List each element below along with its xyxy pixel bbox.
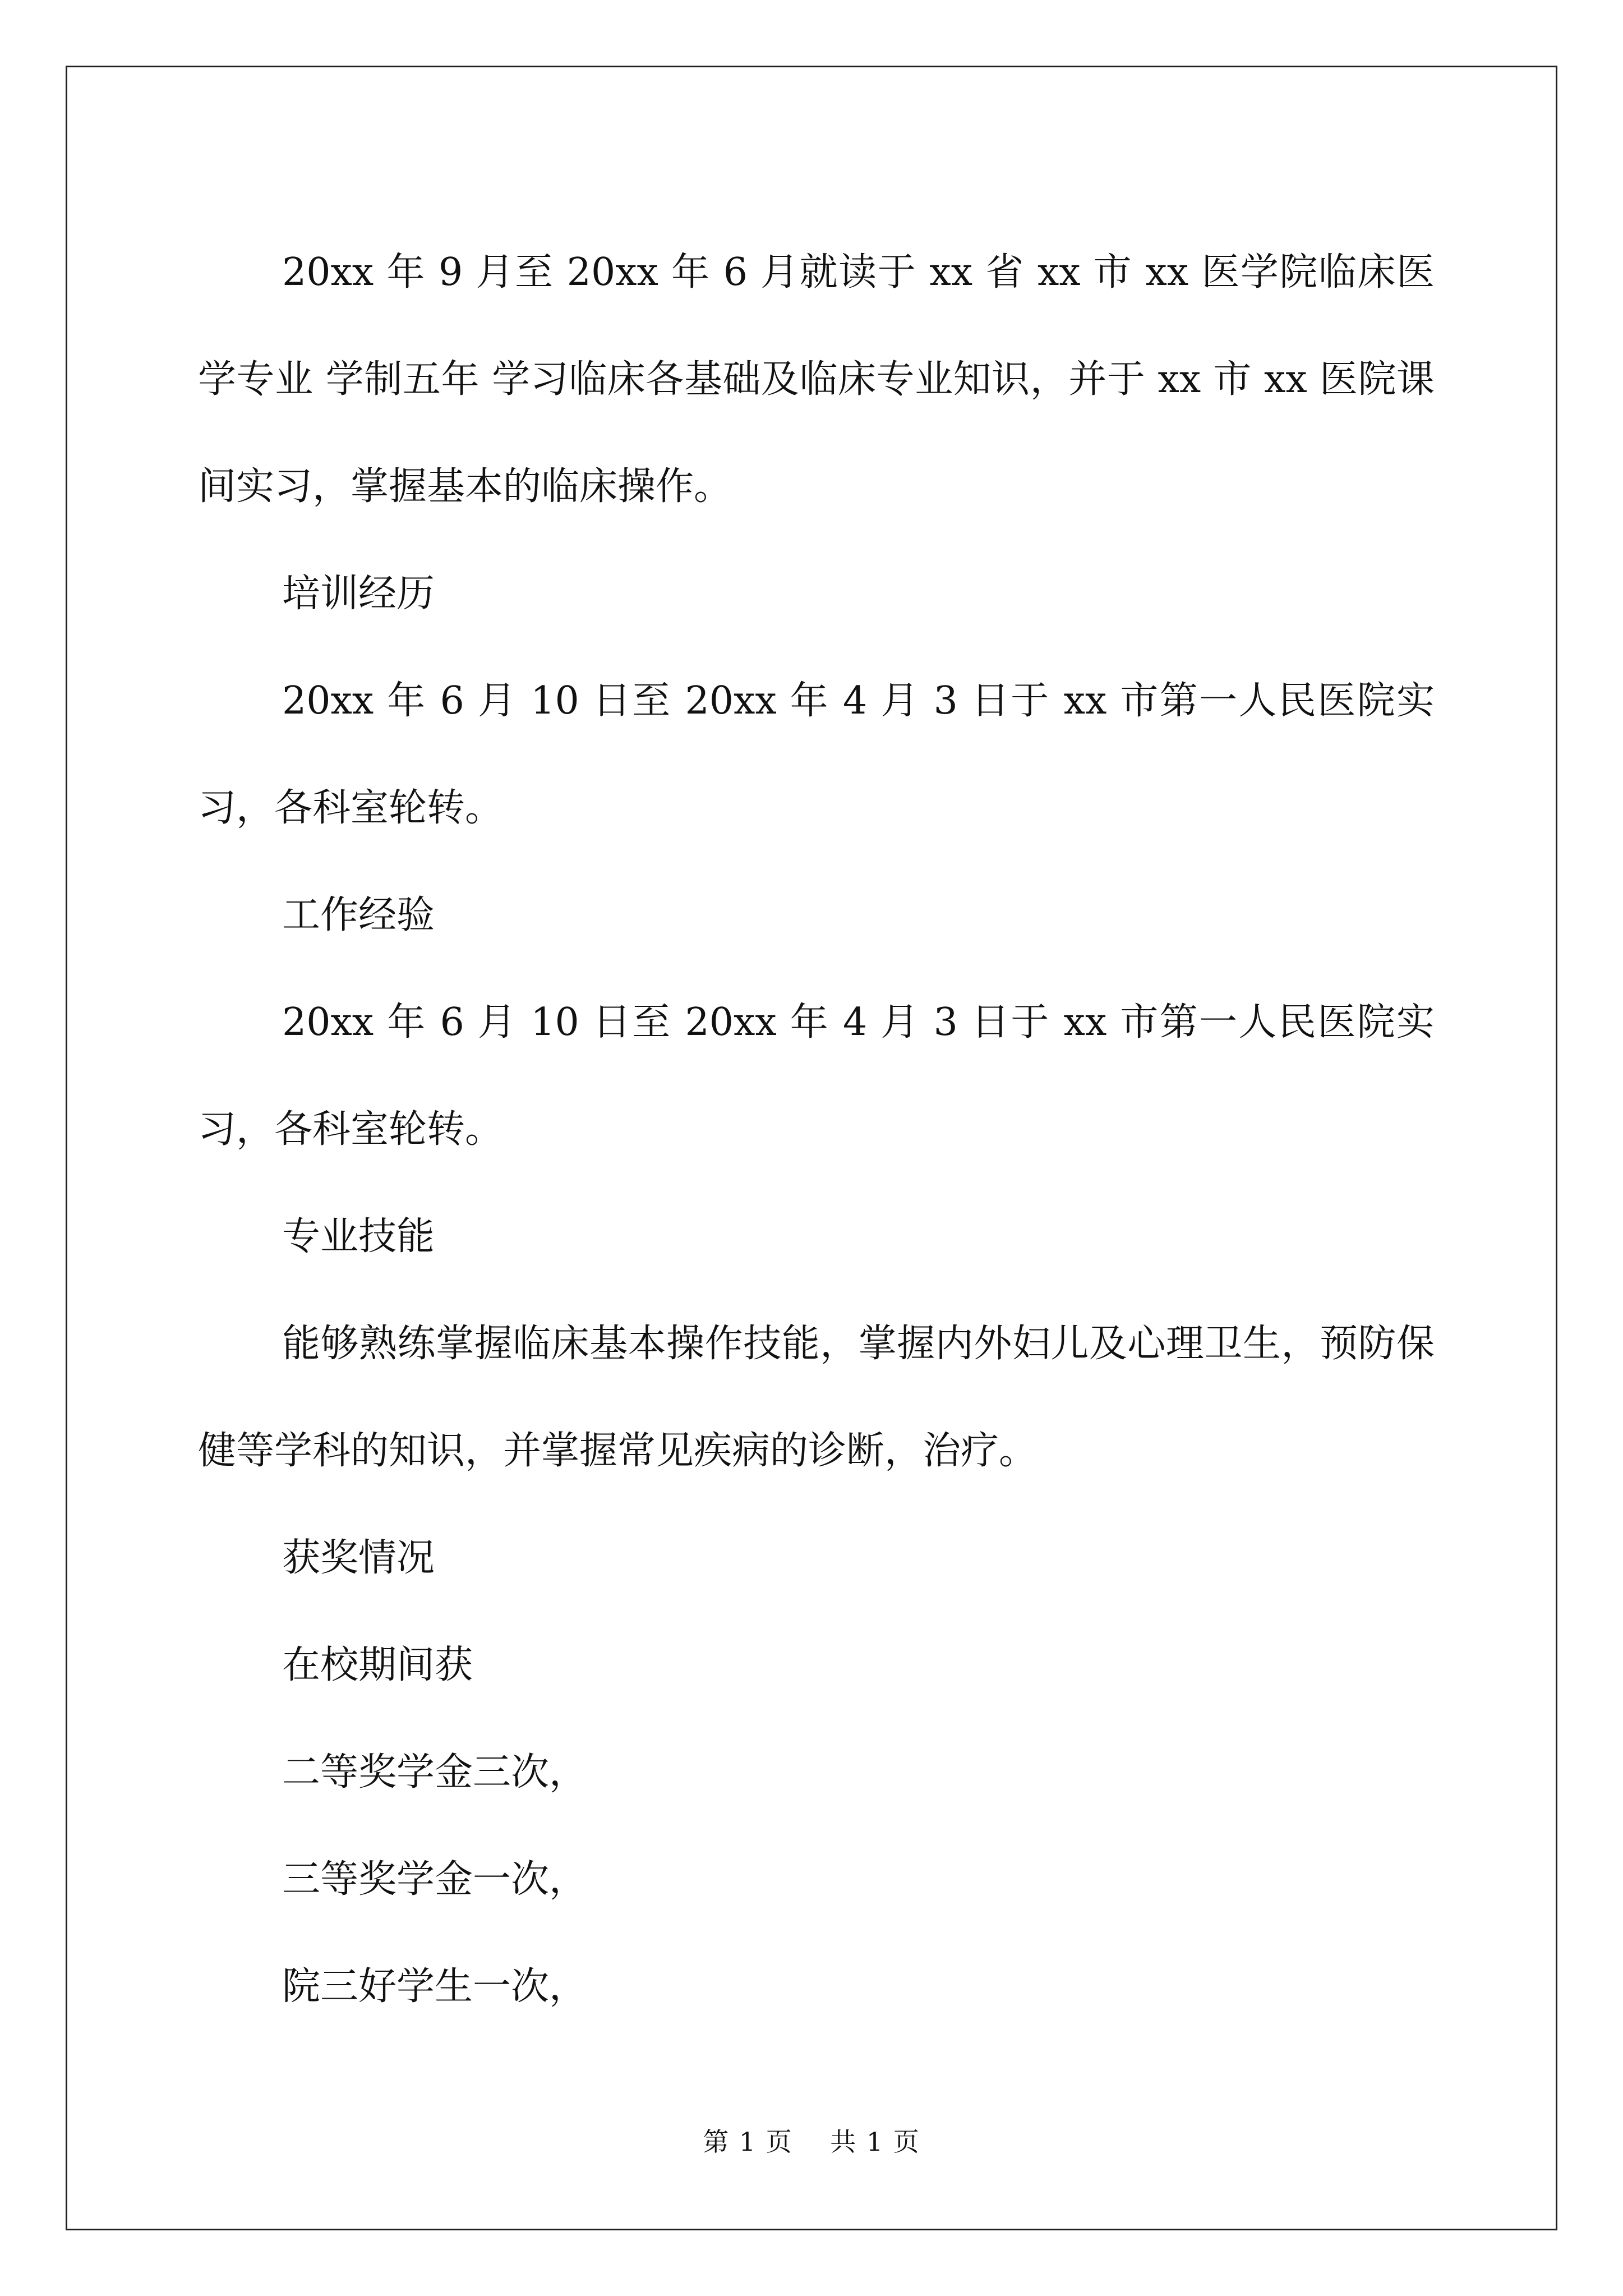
paragraph-awards-intro: 在校期间获: [282, 1643, 473, 1687]
heading-awards: 获奖情况: [282, 1536, 435, 1580]
paragraph-work-experience: 20xx 年 6 月 10 日至 20xx 年 4 月 3 日于 xx 市第一人民医院实习，各科室轮转。: [198, 1000, 1435, 1152]
award-item: 二等奖学金三次，: [282, 1750, 588, 1795]
heading-work-experience: 工作经验: [282, 893, 435, 937]
paragraph-education: 20xx 年 9 月至 20xx 年 6 月就读于 xx 省 xx 市 xx 医学院临床医学专业 学制五年 学习临床各基础及临床专业知识，并于 xx 市 xx 医院课间实习，掌握基本的临床操作。: [198, 250, 1435, 509]
document-body: [198, 219, 1435, 2040]
heading-training: 培训经历: [282, 572, 435, 616]
paragraph-skills: 能够熟练掌握临床基本操作技能，掌握内外妇儿及心理卫生，预防保健等学科的知识，并掌握常见疾病的诊断，治疗。: [198, 1322, 1435, 1473]
award-item: 三等奖学金一次，: [282, 1857, 588, 1902]
page-number: 第 1 页 共 1 页: [703, 2127, 920, 2157]
heading-skills: 专业技能: [282, 1214, 435, 1259]
award-item: 院三好学生一次，: [282, 1964, 588, 2009]
paragraph-training: 20xx 年 6 月 10 日至 20xx 年 4 月 3 日于 xx 市第一人民医院实习，各科室轮转。: [198, 679, 1435, 830]
